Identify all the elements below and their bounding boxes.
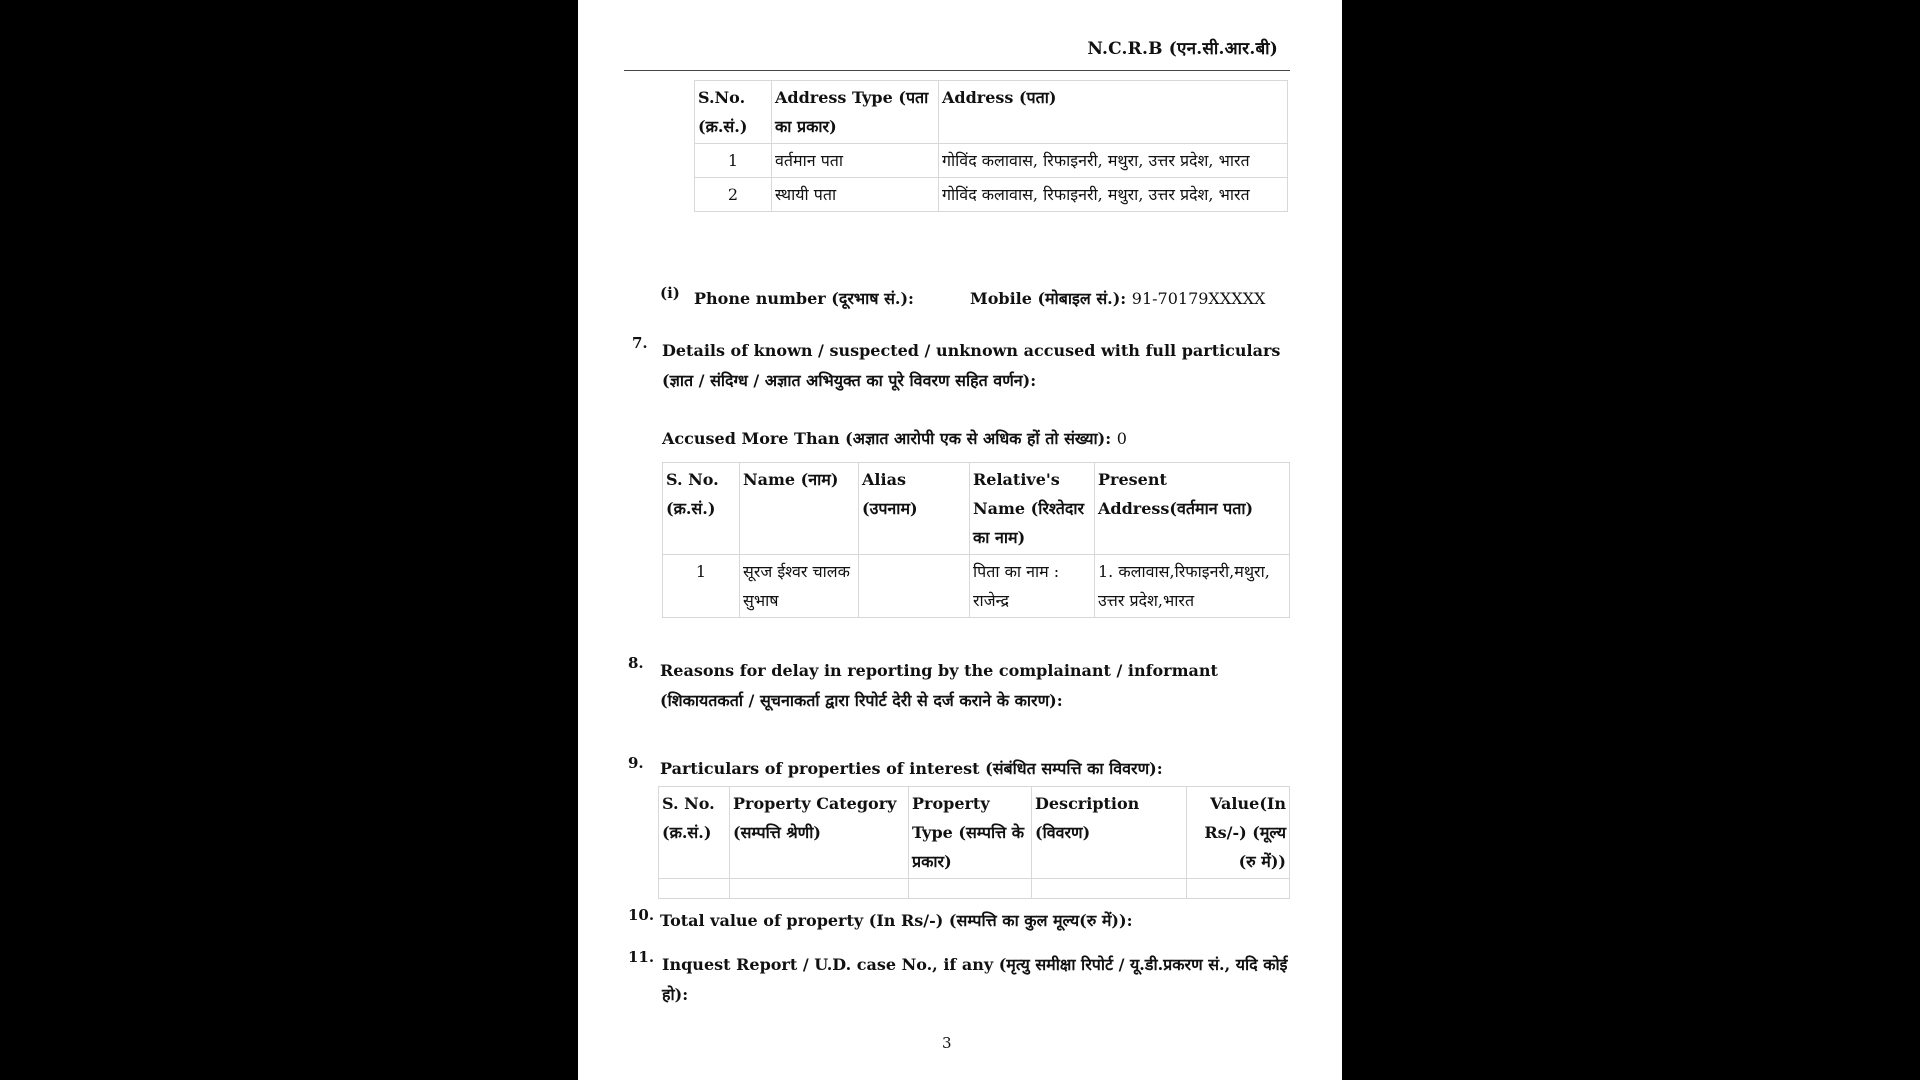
cell-empty xyxy=(730,879,909,899)
cell-name: सूरज ईश्वर चालक सुभाष xyxy=(740,555,859,618)
col-property-category: Property Category (सम्पत्ति श्रेणी) xyxy=(730,787,909,879)
cell-relative: पिता का नाम : राजेन्द्र xyxy=(970,555,1095,618)
header-ncrb: N.C.R.B (एन.सी.आर.बी) xyxy=(1087,39,1278,59)
accused-more-label: Accused More Than (अज्ञात आरोपी एक से अधिक हों तो संख्या): xyxy=(662,429,1112,448)
cell-empty xyxy=(1187,879,1290,899)
col-description: Description (विवरण) xyxy=(1032,787,1187,879)
col-sno: S. No. (क्र.सं.) xyxy=(663,463,740,555)
header-rule xyxy=(624,70,1290,71)
accused-table xyxy=(662,462,1290,618)
table-row xyxy=(695,144,1288,178)
cell-empty xyxy=(659,879,730,899)
document-page xyxy=(578,0,1342,1080)
col-relative: Relative's Name (रिश्तेदार का नाम) xyxy=(970,463,1095,555)
col-name: Name (नाम) xyxy=(740,463,859,555)
section-number: 11. xyxy=(628,948,655,966)
col-value: Value(In Rs/-) (मूल्य (रु में)) xyxy=(1187,787,1290,879)
section-number: 10. xyxy=(628,906,655,924)
property-table xyxy=(658,786,1290,899)
col-alias: Alias (उपनाम) xyxy=(859,463,970,555)
mobile-value: 91-70179XXXXX xyxy=(1131,289,1266,308)
col-present-address: Present Address(वर्तमान पता) xyxy=(1095,463,1290,555)
cell-sno: 2 xyxy=(695,178,772,212)
mobile-label: Mobile (मोबाइल सं.): xyxy=(970,289,1127,308)
col-address: Address (पता) xyxy=(939,81,1288,144)
cell-empty xyxy=(1032,879,1187,899)
q8-text: Reasons for delay in reporting by the complainant / informant (शिकायतकर्ता / सूचनाकर्ता द्वारा रिपोर्ट देरी से दर्ज कराने के कारण): xyxy=(660,661,1218,710)
q9-text: Particulars of properties of interest (संबंधित सम्पत्ति का विवरण): xyxy=(660,759,1163,778)
cell-sno: 1 xyxy=(695,144,772,178)
accused-more-value: 0 xyxy=(1116,429,1127,448)
col-sno: S.No. (क्र.सं.) xyxy=(695,81,772,144)
section-number: 8. xyxy=(628,654,644,672)
phone-label: Phone number (दूरभाष सं.): xyxy=(694,289,914,308)
cell-address-type: वर्तमान पता xyxy=(772,144,939,178)
col-address-type: Address Type (पता का प्रकार) xyxy=(772,81,939,144)
col-property-type: Property Type (सम्पत्ति के प्रकार) xyxy=(909,787,1032,879)
q10-text: Total value of property (In Rs/-) (सम्पत्ति का कुल मूल्य(रु में)): xyxy=(660,911,1133,930)
mobile-line xyxy=(970,284,1265,314)
cell-address-type: स्थायी पता xyxy=(772,178,939,212)
cell-sno: 1 xyxy=(663,555,740,618)
cell-present-address: 1. कलावास,रिफाइनरी,मथुरा, उत्तर प्रदेश,भारत xyxy=(1095,555,1290,618)
q11-text: Inquest Report / U.D. case No., if any (मृत्यु समीक्षा रिपोर्ट / यू.डी.प्रकरण सं., यदि कोई हो): xyxy=(662,955,1288,1004)
section-number: 7. xyxy=(632,334,648,352)
cell-empty xyxy=(909,879,1032,899)
address-table xyxy=(694,80,1288,212)
table-row xyxy=(659,879,1290,899)
accused-more-line xyxy=(662,424,1127,454)
cell-address: गोविंद कलावास, रिफाइनरी, मथुरा, उत्तर प्रदेश, भारत xyxy=(939,178,1288,212)
page-number: 3 xyxy=(942,1034,952,1052)
table-row xyxy=(663,555,1290,618)
cell-alias xyxy=(859,555,970,618)
col-sno: S. No. (क्र.सं.) xyxy=(659,787,730,879)
table-row xyxy=(695,178,1288,212)
section-number: 9. xyxy=(628,754,644,772)
cell-address: गोविंद कलावास, रिफाइनरी, मथुरा, उत्तर प्रदेश, भारत xyxy=(939,144,1288,178)
item-number: (i) xyxy=(660,284,680,302)
q7-text: Details of known / suspected / unknown accused with full particulars (ज्ञात / संदिग्ध / अज्ञात अभियुक्त का पूरे विवरण सहित वर्णन): xyxy=(662,341,1281,390)
